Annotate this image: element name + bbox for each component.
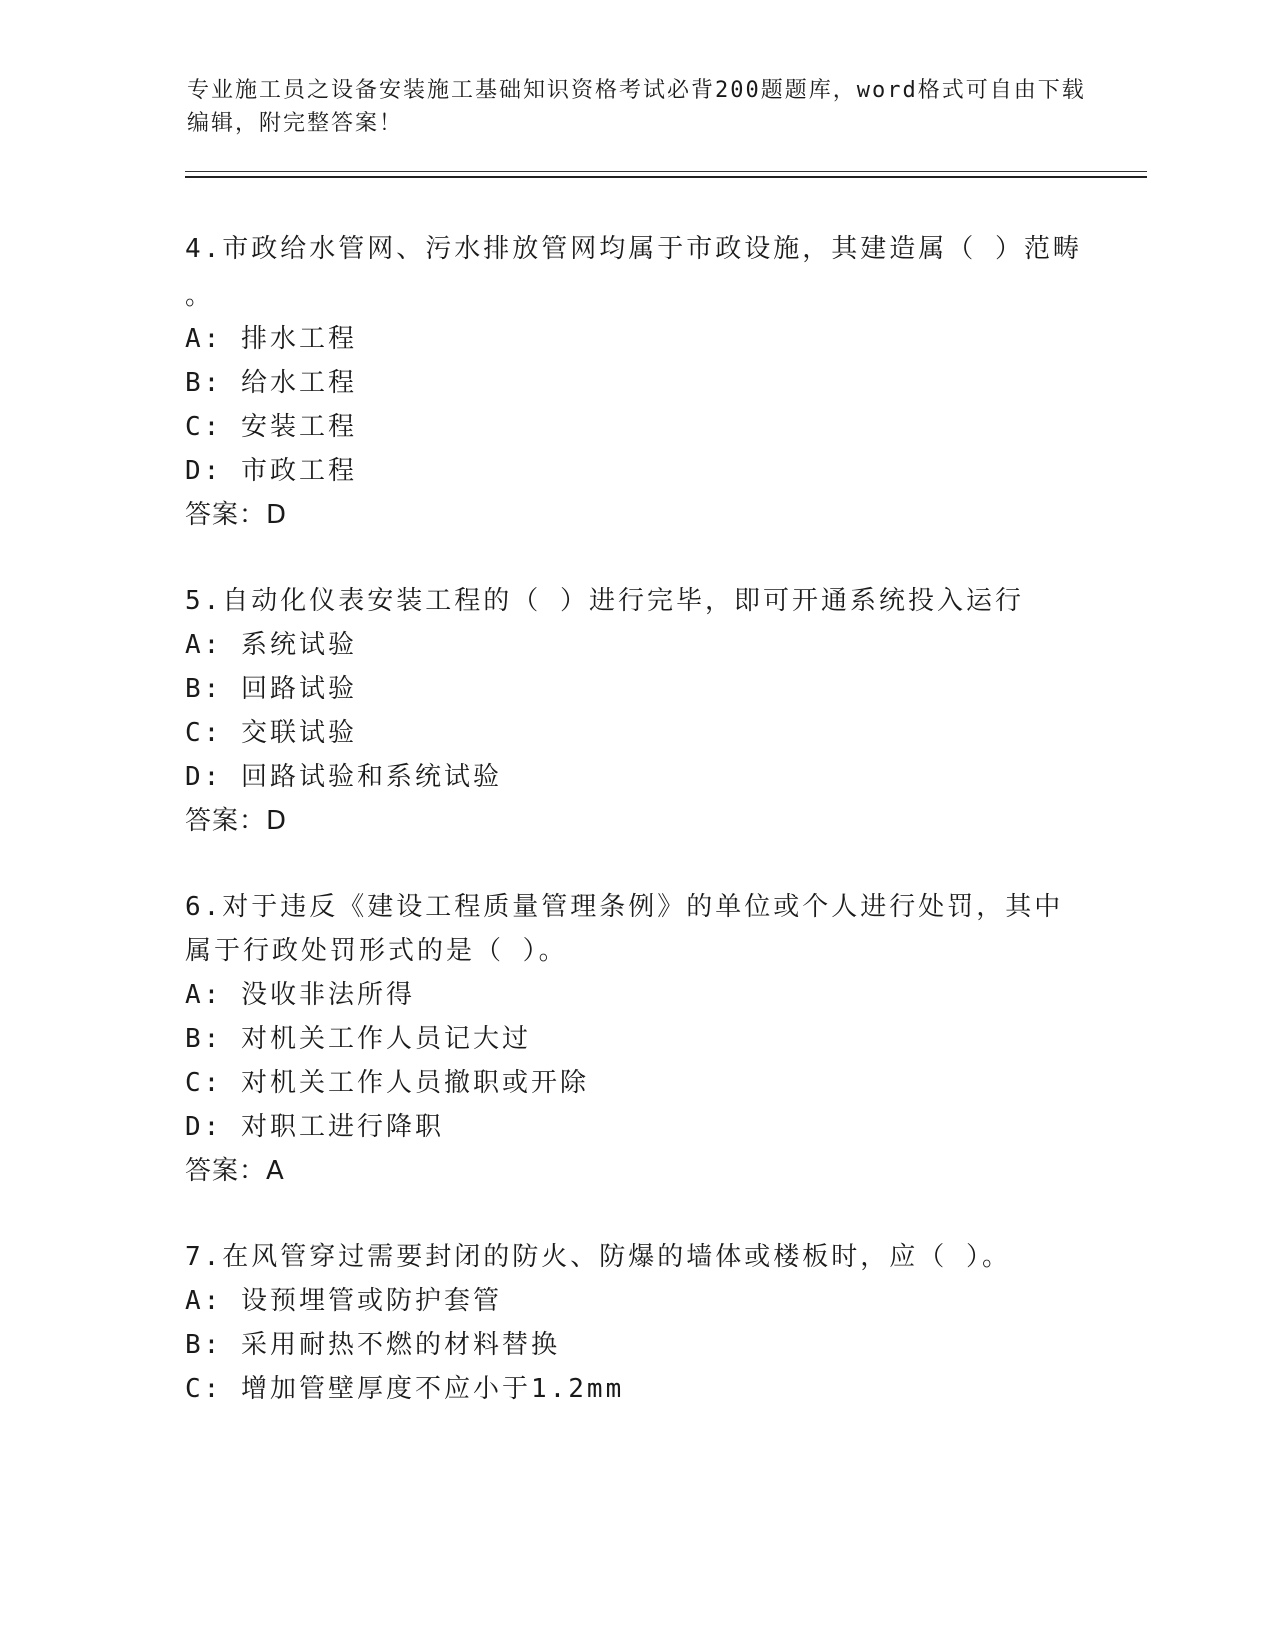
question-4-option-a: A: 排水工程 [185,324,357,354]
question-4-option-d: D: 市政工程 [185,456,357,486]
question-5-option-a: A: 系统试验 [185,630,357,660]
question-5-option-c: C: 交联试验 [185,718,357,748]
question-4-option-b: B: 给水工程 [185,368,357,398]
question-5-answer: 答案：D [185,806,288,836]
question-7-stem: 7.在风管穿过需要封闭的防火、防爆的墙体或楼板时，应（ ）。 [185,1242,1011,1272]
header-divider-thick [185,176,1147,178]
question-7-option-c: C: 增加管壁厚度不应小于1.2mm [185,1374,625,1404]
question-6-option-b: B: 对机关工作人员记大过 [185,1024,531,1054]
question-5-stem: 5.自动化仪表安装工程的（ ）进行完毕，即可开通系统投入运行 [185,586,1024,616]
question-6-option-c: C: 对机关工作人员撤职或开除 [185,1068,589,1098]
question-5-option-b: B: 回路试验 [185,674,357,704]
question-4-answer: 答案：D [185,500,288,530]
question-4-option-c: C: 安装工程 [185,412,357,442]
question-6-answer: 答案：A [185,1156,285,1186]
question-4-stem-continued: 。 [185,281,215,311]
question-7-option-b: B: 采用耐热不燃的材料替换 [185,1330,560,1360]
question-7-option-a: A: 设预埋管或防护套管 [185,1286,502,1316]
question-6-stem: 6.对于违反《建设工程质量管理条例》的单位或个人进行处罚，其中 [185,892,1064,922]
question-6-stem-continued: 属于行政处罚形式的是（ ）。 [185,936,568,966]
question-6-option-d: D: 对职工进行降职 [185,1112,444,1142]
header-divider-thin [185,171,1147,172]
question-4-stem: 4.市政给水管网、污水排放管网均属于市政设施，其建造属（ ）范畴 [185,234,1082,264]
question-6-option-a: A: 没收非法所得 [185,980,415,1010]
question-5-option-d: D: 回路试验和系统试验 [185,762,502,792]
document-header-title: 专业施工员之设备安装施工基础知识资格考试必背200题题库，word格式可自由下载编辑，附完整答案！ [187,78,1086,136]
